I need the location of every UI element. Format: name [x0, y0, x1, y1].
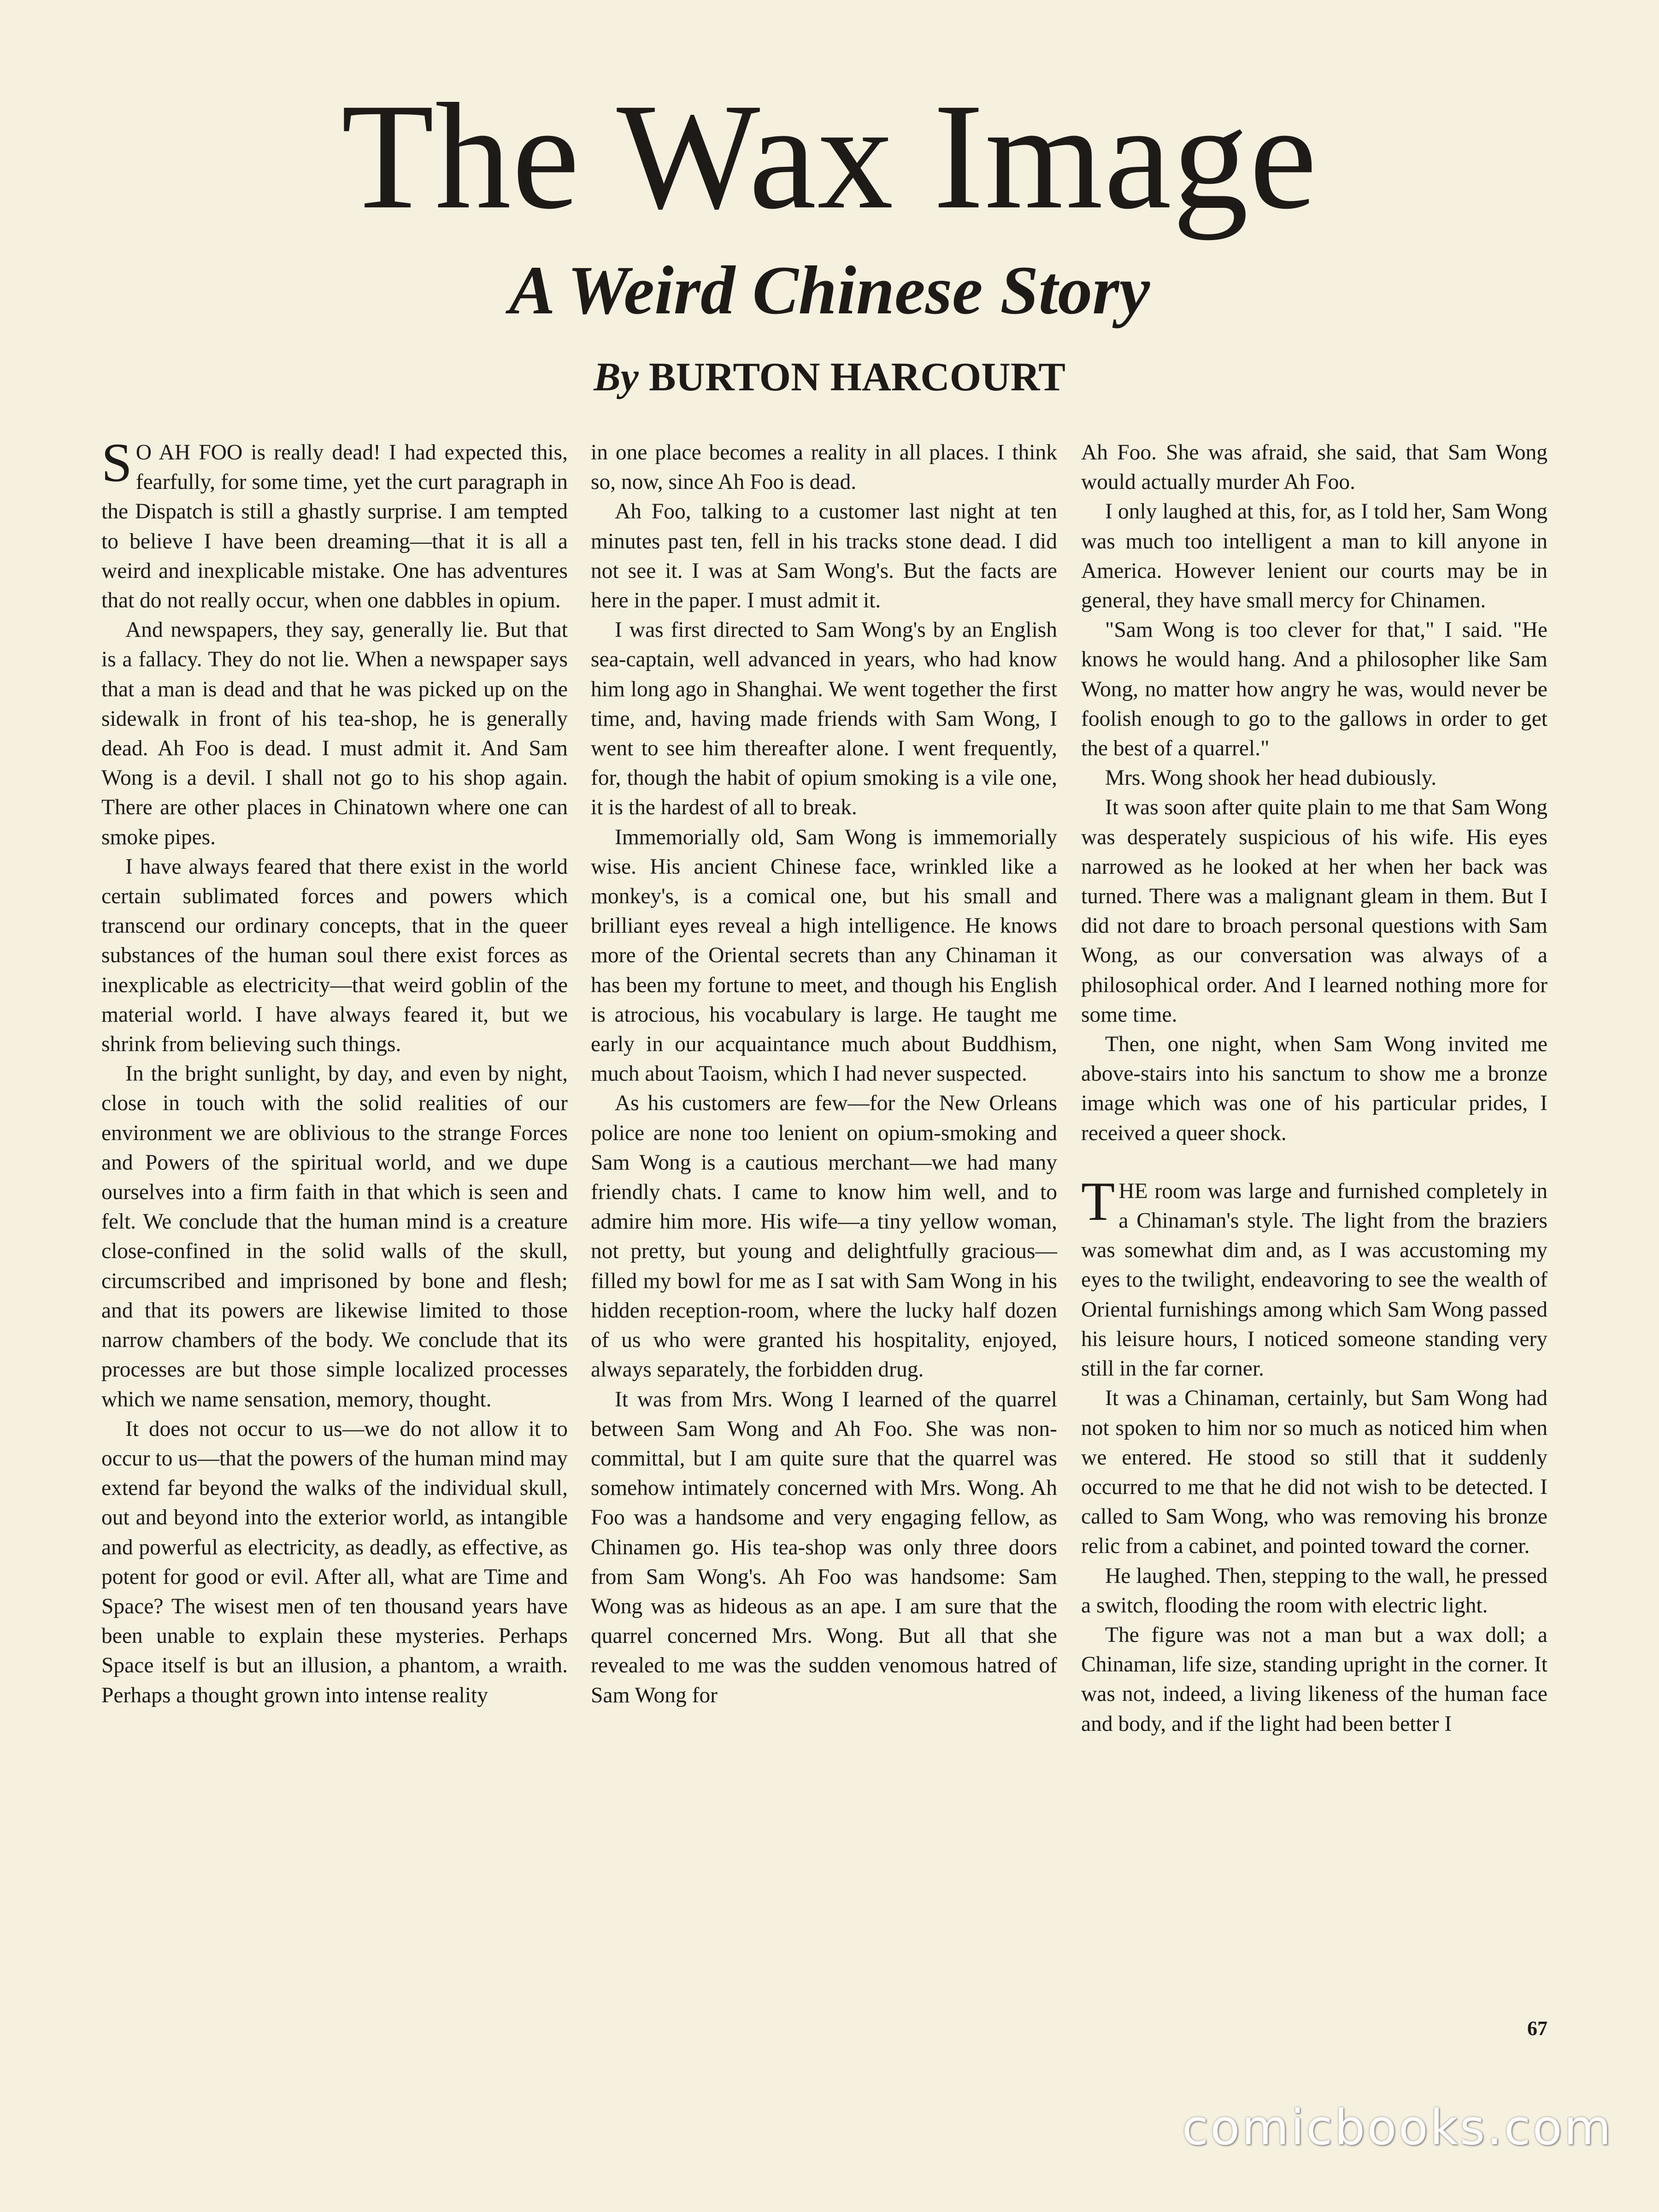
author-name: BURTON HARCOURT	[648, 355, 1065, 400]
paragraph	[101, 432, 568, 615]
byline-prefix: By	[594, 355, 639, 400]
paragraph: I have always feared that there exist in the world certain sublimated forces and powers which transcend our ordinary concepts, that in the queer substances of the human soul there exist forces as inexplicable as electricity—that weird goblin of the material world. I have always feared it, but we shrink from believing such things.	[101, 854, 568, 1057]
paragraph: And newspapers, they say, generally lie. But that is a fallacy. They do not lie. When a newspaper says that a man is dead and that he was picked up on the sidewalk in front of his tea-shop, he is generally dead. Ah Foo is dead. I must admit it. And Sam Wong is a devil. I shall not go to his shop again. There are other places in Chinatown where one can smoke pipes.	[101, 618, 568, 849]
byline	[0, 357, 1659, 398]
paragraph: It was a Chinaman, certainly, but Sam Wong had not spoken to him nor so much as noticed him when we entered. He stood so still that it suddenly occurred to me that he did not wish to be detected. I called to Sam Wong, who was removing his bronze relic from a cabinet, and pointed toward the corner.	[1081, 1386, 1547, 1559]
page-number: 67	[1527, 2017, 1547, 2040]
story-title: The Wax Image	[341, 72, 1318, 241]
story-subtitle: A Weird Chinese Story	[509, 252, 1150, 329]
paragraph: I was first directed to Sam Wong's by an English sea-captain, well advanced in years, who had know him long ago in Shanghai. We went together the first time, and, having made friends with Sam Wong, I went to see him thereafter alone. I went frequently, for, though the habit of opium smoking is a vile one, it is the hardest of all to break.	[591, 618, 1057, 820]
paragraph: It was from Mrs. Wong I learned of the quarrel between Sam Wong and Ah Foo. She was non-committal, but I am quite sure that the quarrel was somehow intimately concerned with Mrs. Wong. Ah Foo was a handsome and very engaging fellow, as Chinamen go. His tea-shop was only three doors from Sam Wong's. Ah Foo was handsome: Sam Wong was as hideous as an ape. I am sure that the quarrel concerned Mrs. Wong. But all that she revealed to me was the sudden venomous hatred of Sam Wong for	[591, 1387, 1057, 1707]
text-column-3	[1081, 438, 1547, 1739]
paragraph: It was soon after quite plain to me that Sam Wong was desperately suspicious of his wife. His eyes narrowed as he looked at her when her back was turned. There was a malignant gleam in them. But I did not dare to broach personal questions with Sam Wong, as our conversation was always of a philosophical order. And I learned nothing more for some time.	[1081, 795, 1547, 1027]
paragraph: It does not occur to us—we do not allow it to occur to us—that the powers of the human mind may extend far beyond the walks of the individual skull, out and beyond into the exterior world, as intangible and powerful as electricity, as deadly, as effective, as potent for good or evil. After all, what are Time and Space? The wisest men of ten thousand years have been unable to explain these mysteries. Perhaps Space itself is but an illusion, a phantom, a wraith. Perhaps a thought grown into intense reality	[101, 1417, 568, 1707]
paragraph: "Sam Wong is too clever for that," I said. "He knows he would hang. And a philosopher like Sam Wong, no matter how angry he was, would never be foolish enough to go to the gallows in order to get the best of a quarrel."	[1081, 618, 1547, 761]
paragraph: Immemorially old, Sam Wong is immemorially wise. His ancient Chinese face, wrinkled like a monkey's, is a comical one, but his small and brilliant eyes reveal a high intelligence. He knows more of the Oriental secrets than any Chinaman it has been my fortune to meet, and though his English is atrocious, his vocabulary is large. He taught me early in our acquaintance much about Buddhism, much about Taoism, which I had never suspected.	[591, 825, 1057, 1086]
text-column-1	[101, 432, 568, 1710]
paragraph-text: HE room was large and furnished completely in a Chinaman's style. The light from the braziers was somewhat dim and, as I was accustoming my eyes to the twilight, endeavoring to see the wealth of Oriental furnishings among which Sam Wong passed his leisure hours, I noticed someone standing very still in the far corner.	[1081, 1179, 1547, 1381]
site-watermark: comicbooks.com	[1182, 2100, 1613, 2156]
paragraph: As his customers are few—for the New Orleans police are none too lenient on opium-smoking and Sam Wong is a cautious merchant—we had many friendly chats. I came to know him well, and to admire him more. His wife—a tiny yellow woman, not pretty, but young and delightfully gracious—filled my bowl for me as I sat with Sam Wong in his hidden reception-room, where the lucky half dozen of us who were granted his hospitality, enjoyed, always separately, the forbidden drug.	[591, 1091, 1057, 1382]
paragraph: in one place becomes a reality in all places. I think so, now, since Ah Foo is dead.	[591, 441, 1057, 494]
paragraph: Mrs. Wong shook her head dubiously.	[1105, 766, 1437, 790]
section-start-paragraph	[1081, 1170, 1547, 1383]
paragraph: Ah Foo. She was afraid, she said, that Sam Wong would actually murder Ah Foo.	[1081, 441, 1547, 494]
paragraph: In the bright sunlight, by day, and even by night, close in touch with the solid realities of our environment we are oblivious to the strange Forces and Powers of the spiritual world, and we dupe ourselves into a firm faith in that which is seen and felt. We conclude that the human mind is a creature close-confined in the solid walls of the skull, circumscribed and imprisoned by bone and flesh; and that its powers are likewise limited to those narrow chambers of the body. We conclude that its processes are but those simple localized processes which we name sensation, memory, thought.	[101, 1062, 568, 1412]
paragraph: Ah Foo, talking to a customer last night at ten minutes past ten, fell in his tracks stone dead. I did not see it. I was at Sam Wong's. But the facts are here in the paper. I must admit it.	[591, 500, 1057, 613]
section-drop-cap: T	[1081, 1170, 1115, 1232]
paragraph: I only laughed at this, for, as I told her, Sam Wong was much too intelligent a man to kill anyone in America. However lenient our courts may be in general, they have small mercy for Chinamen.	[1081, 500, 1547, 613]
paragraph: He laughed. Then, stepping to the wall, he pressed a switch, flooding the room with electric light.	[1081, 1564, 1547, 1618]
text-column-2	[591, 438, 1057, 1710]
paragraph: The figure was not a man but a wax doll; a Chinaman, life size, standing upright in the corner. It was not, indeed, a living likeness of the human face and body, and if the light had been better I	[1081, 1623, 1547, 1736]
paragraph-text: O AH FOO is really dead! I had expected this, fearfully, for some time, yet the curt paragraph in the Dispatch is still a ghastly surprise. I am tempted to believe I have been dreaming—that it is all a weird and inexplicable mistake. One has adventures that do not really occur, when one dabbles in opium.	[101, 441, 568, 613]
paragraph: Then, one night, when Sam Wong invited me above-stairs into his sanctum to show me a bronze image which was one of his particular prides, I received a queer shock.	[1081, 1032, 1547, 1145]
drop-cap: S	[101, 432, 132, 493]
